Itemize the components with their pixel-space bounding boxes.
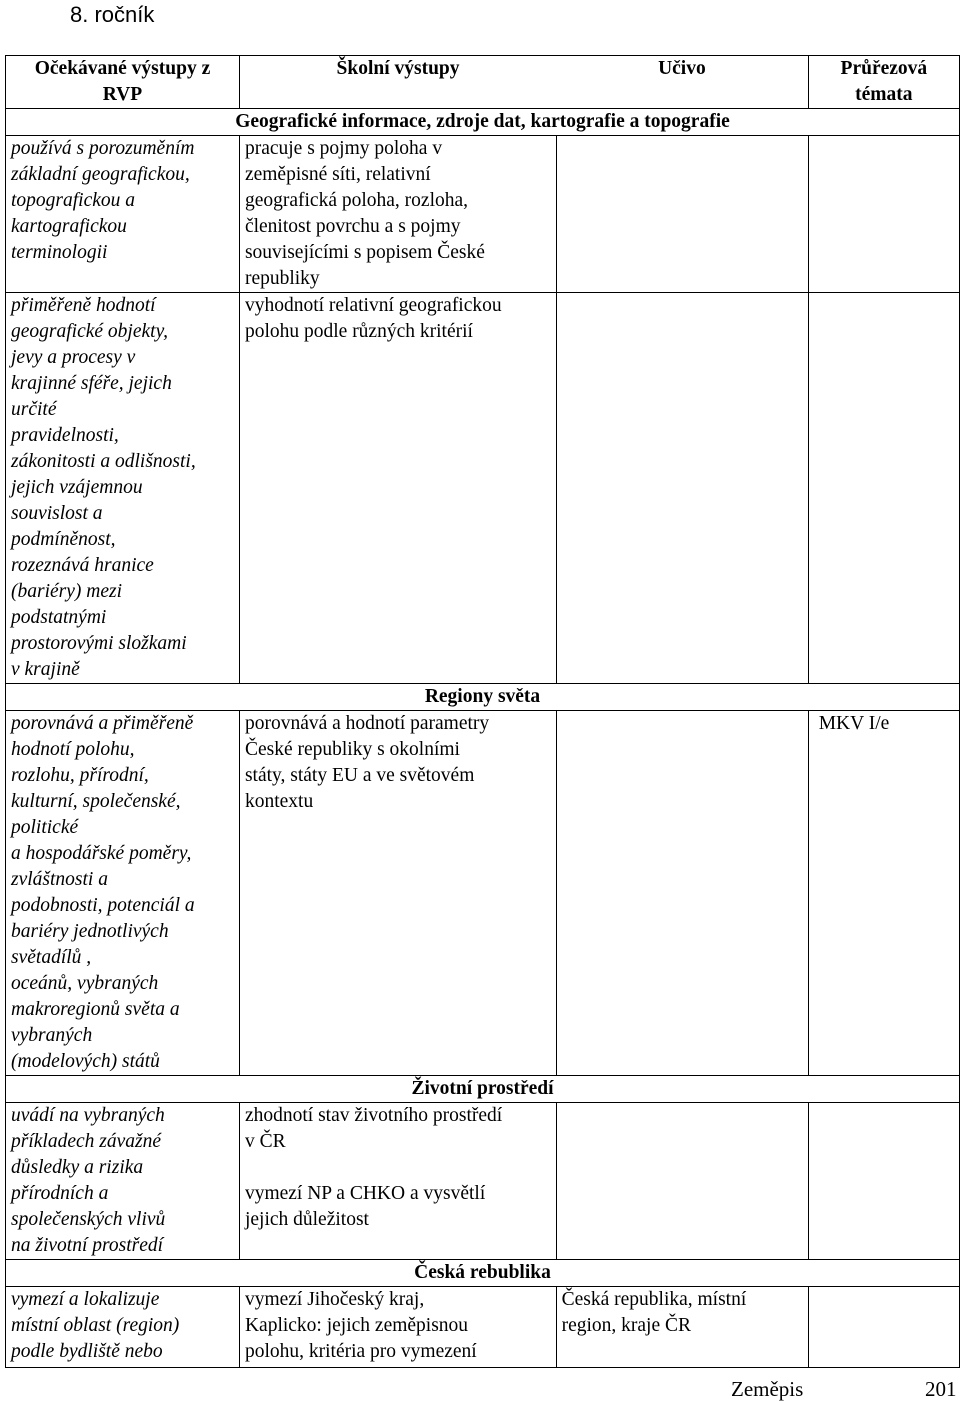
table-row	[6, 1287, 960, 1368]
header-ucivo: Učivo	[556, 56, 808, 109]
ucivo-cell: Česká republika, místní region, kraje ČR	[556, 1287, 808, 1368]
pruz-cell	[808, 293, 959, 684]
ucivo-cell	[556, 136, 808, 293]
ucivo-cell	[556, 293, 808, 684]
page-title: 8. ročník	[70, 2, 155, 27]
skolni-cell: zhodnotí stav životního prostředí v ČR vymezí NP a CHKO a vysvětlí jejich důležitost	[239, 1103, 556, 1260]
section-row	[6, 1076, 960, 1103]
header-rvp: Očekávané výstupy z RVP	[6, 56, 240, 109]
rvp-cell: vymezí a lokalizuje místní oblast (region) podle bydliště nebo	[6, 1287, 240, 1368]
curriculum-table	[5, 55, 960, 1368]
ucivo-cell	[556, 711, 808, 1076]
table-row	[6, 136, 960, 293]
table-row	[6, 711, 960, 1076]
table-header-row	[6, 56, 960, 109]
table-row	[6, 293, 960, 684]
rvp-cell: přiměřeně hodnotí geografické objekty, jevy a procesy v krajinné sféře, jejich určité pravidelnosti, zákonitosti a odlišnosti, jejich vzájemnou souvislost a podmíněnost, rozeznává hranice (bariéry) mezi podstatnými prostorovými složkami v krajině	[6, 293, 240, 684]
pruz-cell	[808, 136, 959, 293]
ucivo-cell	[556, 1103, 808, 1260]
footer-subject: Zeměpis	[731, 1377, 804, 1401]
pruz-cell	[808, 1103, 959, 1260]
rvp-cell: porovnává a přiměřeně hodnotí polohu, rozlohu, přírodní, kulturní, společenské, politické a hospodářské poměry, zvláštnosti a podobnosti, potenciál a bariéry jednotlivých světadílů , oceánů, vybraných makroregionů světa a vybraných (modelových) států	[6, 711, 240, 1076]
skolni-cell: vyhodnotí relativní geografickou polohu podle různých kritérií	[239, 293, 556, 684]
pruz-cell: MKV I/e	[808, 711, 959, 1076]
rvp-cell: uvádí na vybraných příkladech závažné důsledky a rizika přírodních a společenských vlivů na životní prostředí	[6, 1103, 240, 1260]
section-row	[6, 109, 960, 136]
skolni-cell: pracuje s pojmy poloha v zeměpisné síti, relativní geografická poloha, rozloha, členitost povrchu a s pojmy souvisejícími s popisem České republiky	[239, 136, 556, 293]
section-title-geo-info: Geografické informace, zdroje dat, kartografie a topografie	[6, 109, 960, 136]
header-pruz: Průřezová témata	[808, 56, 959, 109]
pruz-cell	[808, 1287, 959, 1368]
section-row	[6, 1260, 960, 1287]
skolni-cell: porovnává a hodnotí parametry České republiky s okolními státy, státy EU a ve světovém kontextu	[239, 711, 556, 1076]
section-title-zivotni: Životní prostředí	[6, 1076, 960, 1103]
section-title-regiony: Regiony světa	[6, 684, 960, 711]
skolni-cell: vymezí Jihočeský kraj, Kaplicko: jejich zeměpisnou polohu, kritéria pro vymezení	[239, 1287, 556, 1368]
section-row	[6, 684, 960, 711]
header-skolni: Školní výstupy	[239, 56, 556, 109]
rvp-cell: používá s porozuměním základní geografickou, topografickou a kartografickou terminologii	[6, 136, 240, 293]
section-title-ceska: Česká rebublika	[6, 1260, 960, 1287]
table-row	[6, 1103, 960, 1260]
page-number: 201	[925, 1377, 957, 1401]
